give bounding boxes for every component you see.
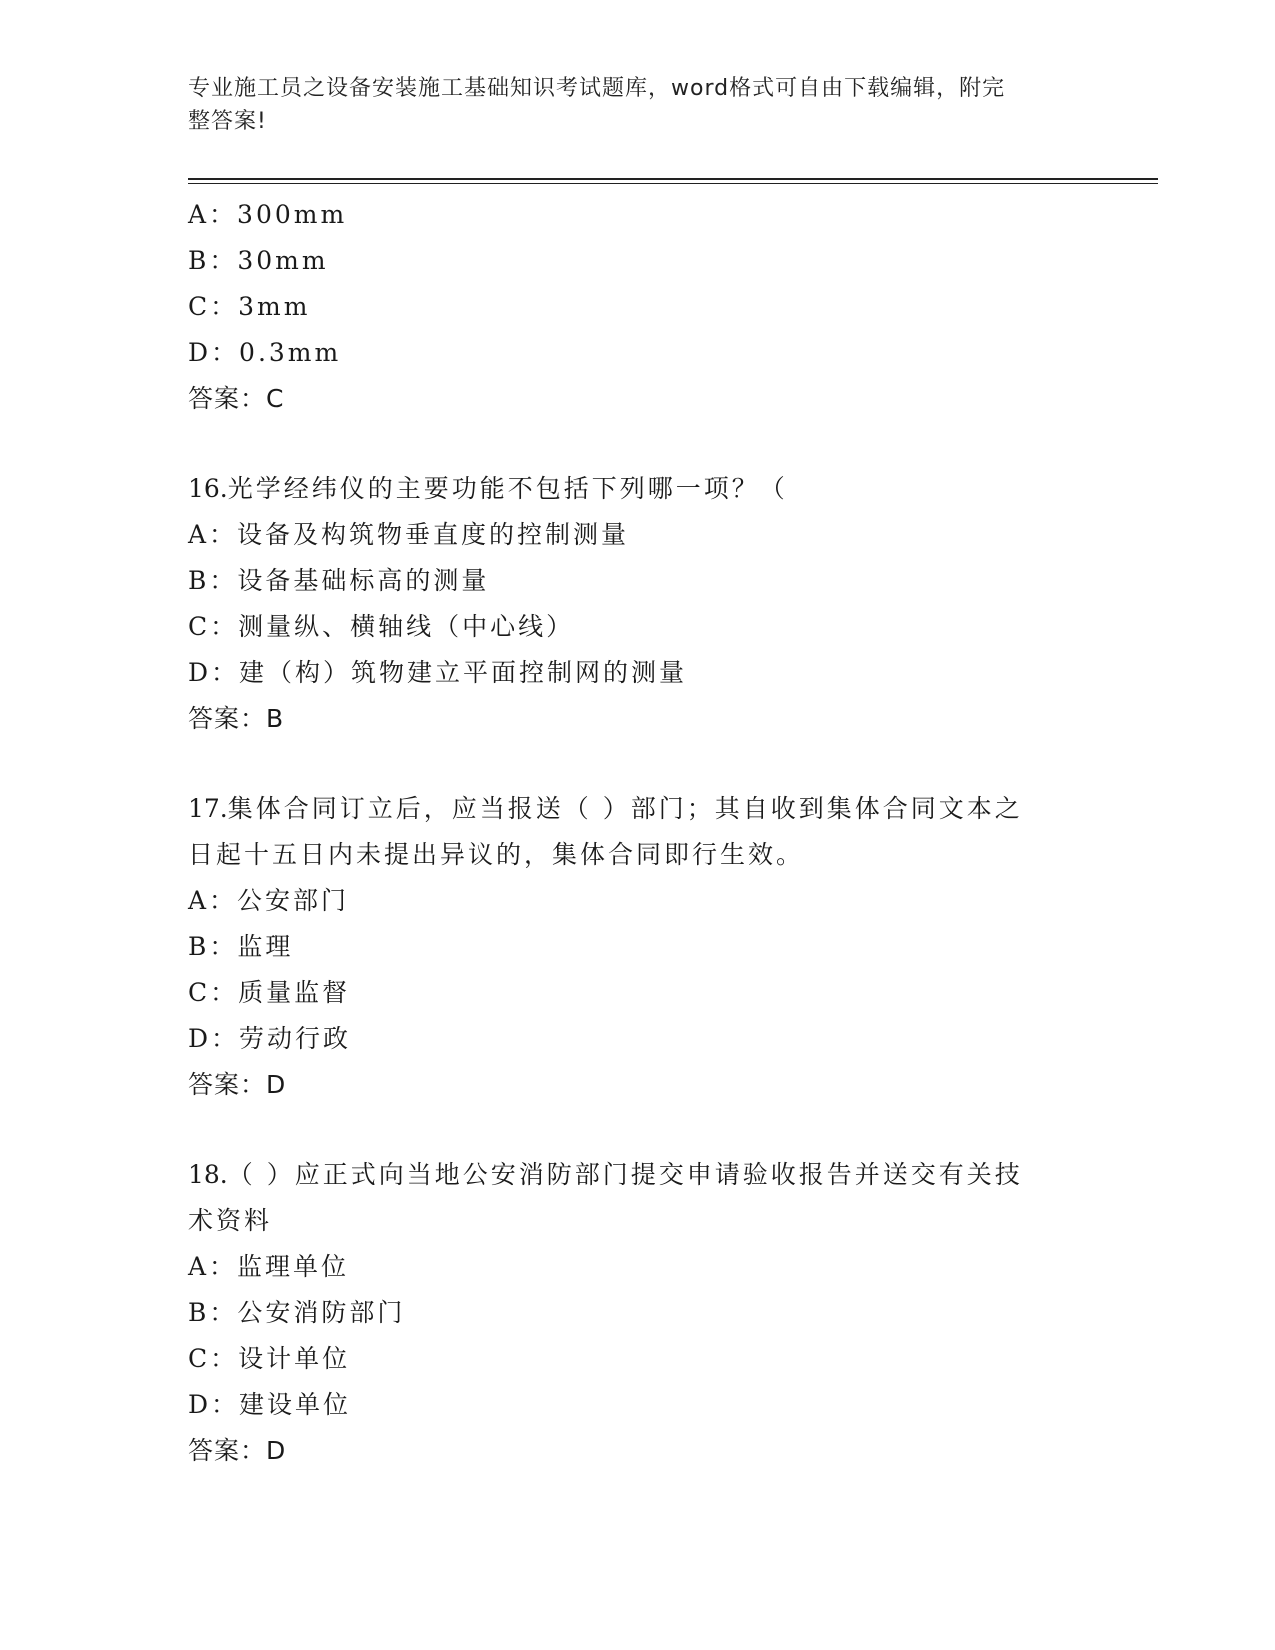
option-d: D：0.3mm — [188, 338, 342, 367]
question-number: 16. — [188, 474, 228, 503]
option-d: D：建设单位 — [188, 1390, 352, 1419]
option-c: C：质量监督 — [188, 978, 351, 1007]
document-header — [188, 72, 1068, 138]
question-text — [188, 786, 1088, 832]
option-c: C：3mm — [188, 292, 311, 321]
prev-question-block — [188, 192, 1088, 422]
question-block-18 — [188, 1152, 1088, 1474]
question-stem: 光学经纬仪的主要功能不包括下列哪一项？（ — [227, 474, 788, 503]
document-body — [188, 192, 1088, 1474]
option-b: B：公安消防部门 — [188, 1298, 406, 1327]
option-b: B：监理 — [188, 932, 294, 961]
header-divider — [188, 178, 1158, 180]
option-a: A：公安部门 — [188, 886, 350, 915]
question-text — [188, 1152, 1088, 1198]
header-line-2: 整答案! — [188, 109, 267, 134]
option-a: A：设备及构筑物垂直度的控制测量 — [188, 520, 630, 549]
option-b: B：30mm — [188, 246, 329, 275]
answer-line: 答案：D — [188, 1436, 287, 1465]
answer-line: 答案：B — [188, 704, 285, 733]
answer-line: 答案：C — [188, 384, 285, 413]
option-a: A：300mm — [188, 200, 348, 229]
option-c: C：设计单位 — [188, 1344, 351, 1373]
question-stem-continued: 术资料 — [188, 1206, 273, 1235]
question-text — [188, 466, 1088, 512]
header-divider-thin — [188, 183, 1158, 184]
question-number: 18. — [188, 1160, 228, 1189]
question-block-16 — [188, 466, 1088, 742]
option-b: B：设备基础标高的测量 — [188, 566, 490, 595]
question-block-17 — [188, 786, 1088, 1108]
question-stem-continued: 日起十五日内未提出异议的，集体合同即行生效。 — [188, 840, 805, 869]
option-c: C：测量纵、横轴线（中心线） — [188, 612, 575, 641]
option-d: D：劳动行政 — [188, 1024, 352, 1053]
answer-line: 答案：D — [188, 1070, 287, 1099]
option-d: D：建（构）筑物建立平面控制网的测量 — [188, 658, 688, 687]
question-number: 17. — [188, 794, 228, 823]
option-a: A：监理单位 — [188, 1252, 350, 1281]
question-stem: （ ）应正式向当地公安消防部门提交申请验收报告并送交有关技 — [227, 1160, 1023, 1189]
header-line-1: 专业施工员之设备安装施工基础知识考试题库，word格式可自由下载编辑，附完 — [188, 76, 1006, 101]
question-stem: 集体合同订立后，应当报送（ ）部门；其自收到集体合同文本之 — [227, 794, 1023, 823]
